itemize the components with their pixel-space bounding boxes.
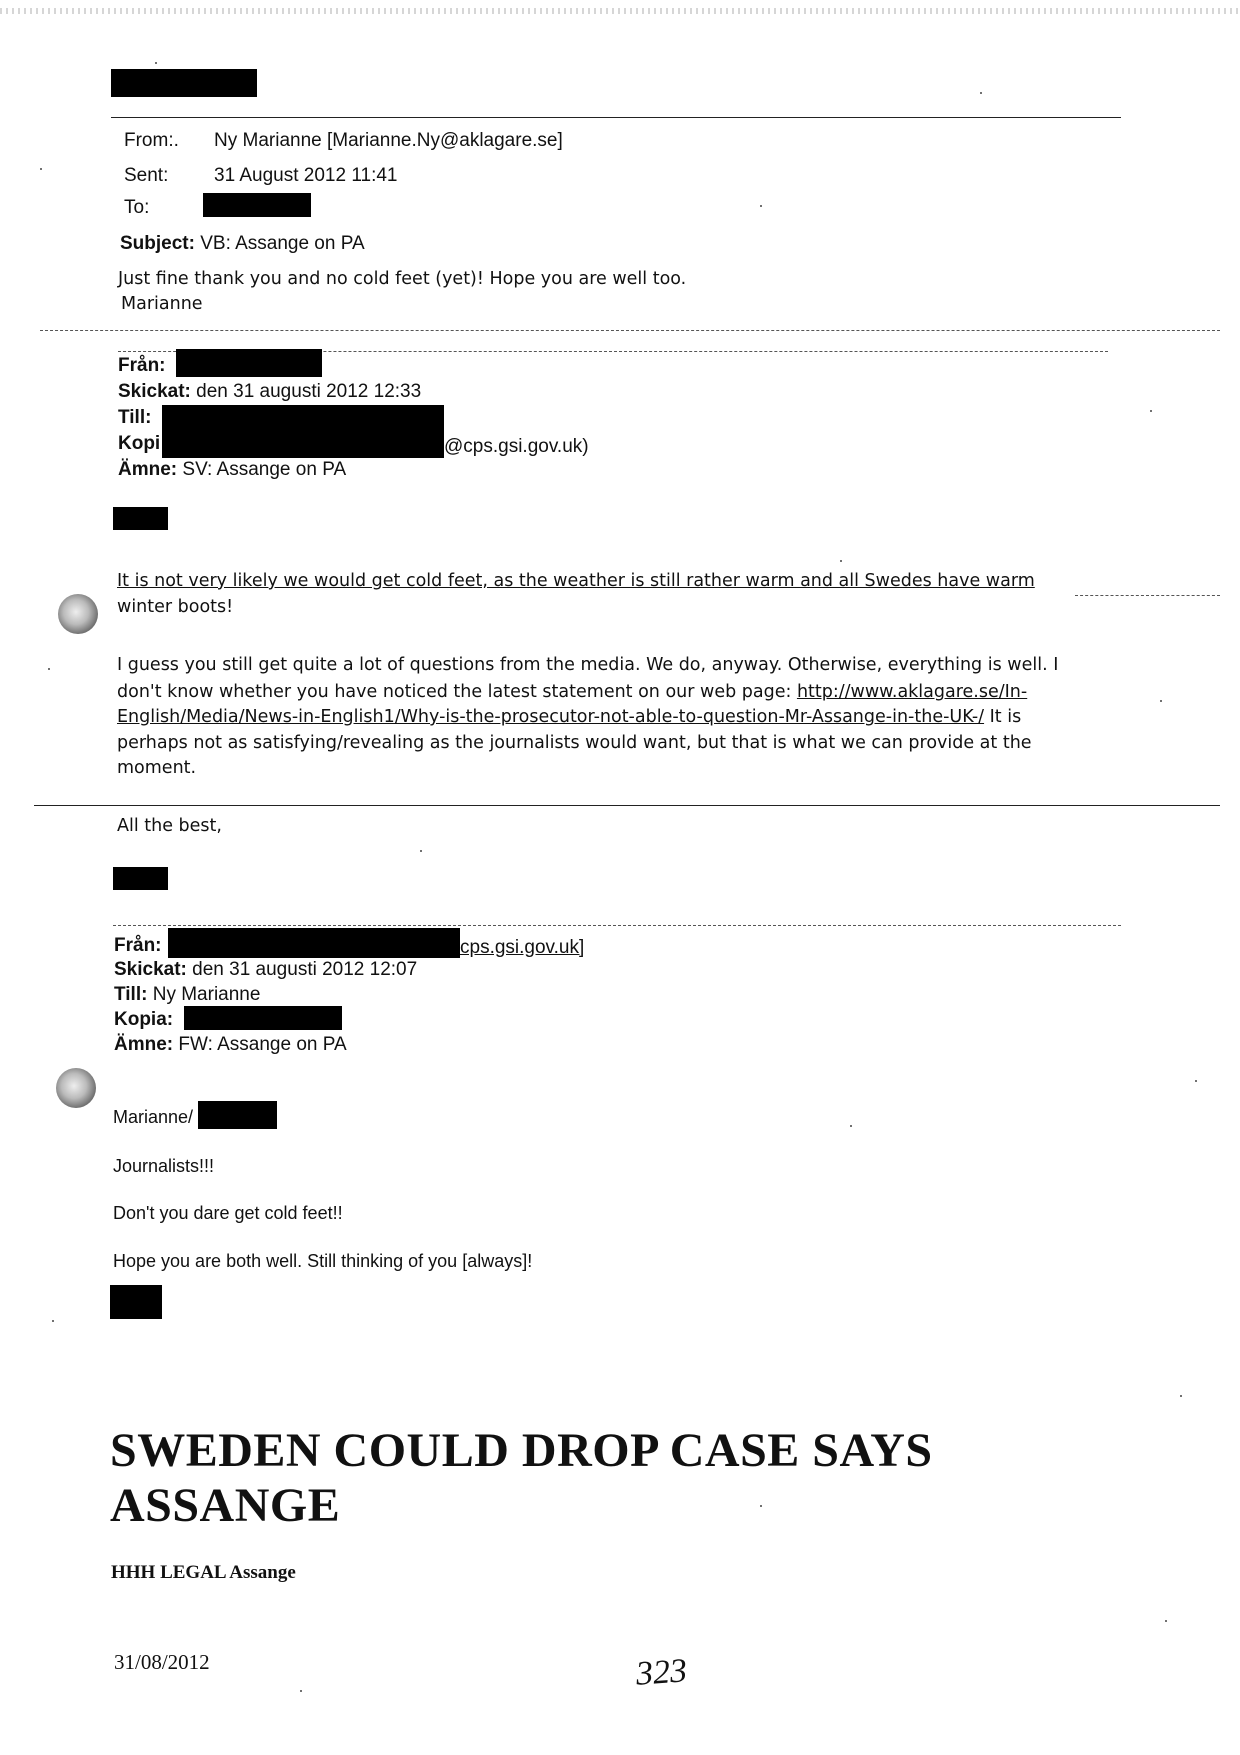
email3-subject-row xyxy=(114,1033,347,1057)
email3-to-value: Ny Marianne xyxy=(152,984,261,1005)
email1-from-value: Ny Marianne [Marianne.Ny@aklagare.se] xyxy=(214,130,563,151)
email2-para2-tail: It is xyxy=(984,707,1022,727)
email1-from-label: From:. xyxy=(124,130,179,151)
separator-rule xyxy=(113,925,1121,926)
scan-speck xyxy=(850,1125,852,1127)
article-byline: HHH LEGAL Assange xyxy=(111,1562,296,1583)
scan-noise xyxy=(0,8,1240,14)
scan-speck xyxy=(760,1505,762,1507)
email2-cc-value: @cps.gsi.gov.uk) xyxy=(444,436,589,457)
email2-para1-line2: winter boots! xyxy=(117,597,234,617)
email1-from-row xyxy=(124,129,563,153)
email3-line3: Hope you are both well. Still thinking of you [always]! xyxy=(113,1251,533,1271)
email3-sent-row xyxy=(114,958,417,982)
email3-to-row xyxy=(114,983,260,1007)
redaction-block xyxy=(184,1006,342,1030)
email2-para2-line4: perhaps not as satisfying/revealing as the journalists would want, but that is what we can provide at the xyxy=(117,733,1032,753)
email2-from-row xyxy=(118,354,166,378)
redaction-block xyxy=(110,1285,162,1319)
scan-speck xyxy=(52,1320,54,1322)
email1-body: Just fine thank you and no cold feet (yet)! Hope you are well too. xyxy=(118,269,687,289)
redaction-block xyxy=(203,193,311,217)
email2-sent-value: den 31 augusti 2012 12:33 xyxy=(196,381,422,402)
redaction-block xyxy=(176,349,322,377)
redaction-block xyxy=(198,1101,277,1129)
article-headline-line2: ASSANGE xyxy=(110,1479,341,1532)
email2-sent-row xyxy=(118,380,421,404)
email2-cc-row xyxy=(118,432,160,456)
scan-speck xyxy=(840,560,842,562)
email2-para2-line2 xyxy=(117,681,1027,704)
header-rule xyxy=(111,117,1121,118)
scan-speck xyxy=(1180,1395,1182,1397)
scan-speck xyxy=(1195,1080,1197,1082)
email1-sent-row xyxy=(124,164,397,188)
punch-hole xyxy=(58,594,98,634)
scan-speck xyxy=(420,850,422,852)
email2-closing: All the best, xyxy=(117,816,222,836)
email2-para2-text: don't know whether you have noticed the latest statement on our web page: xyxy=(117,682,797,702)
email2-sent-label: Skickat: xyxy=(118,381,191,402)
email2-subject-row xyxy=(118,458,346,482)
email2-subject-value: SV: Assange on PA xyxy=(182,459,347,480)
email3-sent-value: den 31 augusti 2012 12:07 xyxy=(192,959,418,980)
punch-hole xyxy=(56,1068,96,1108)
handwritten-page-number: 323 xyxy=(634,1652,689,1693)
email2-para2-line1: I guess you still get quite a lot of questions from the media. We do, anyway. Otherwise, everything is well. I xyxy=(117,655,1059,675)
scan-speck xyxy=(1160,700,1162,702)
email2-para2-line3 xyxy=(117,706,1021,729)
article-date: 31/08/2012 xyxy=(114,1650,210,1674)
separator-rule xyxy=(34,805,1220,806)
redaction-block xyxy=(111,69,257,97)
underline-extension xyxy=(1075,595,1220,596)
email2-subject-label: Ämne: xyxy=(118,459,178,480)
email2-to-row xyxy=(118,406,151,430)
redaction-block xyxy=(162,405,444,458)
email3-line1: Journalists!!! xyxy=(113,1156,215,1176)
separator-rule xyxy=(40,330,1220,331)
email3-to-label: Till: xyxy=(114,984,148,1005)
article-headline-line1: SWEDEN COULD DROP CASE SAYS xyxy=(110,1424,933,1477)
email3-from-label: Från: xyxy=(114,935,162,956)
email3-from-value: cps.gsi.gov.uk] xyxy=(460,937,585,958)
redaction-block xyxy=(113,867,168,890)
email1-subject-value: VB: Assange on PA xyxy=(200,233,365,254)
email1-subject-row xyxy=(120,232,365,256)
scan-speck xyxy=(48,668,50,670)
redaction-block xyxy=(168,928,460,958)
email3-line2: Don't you dare get cold feet!! xyxy=(113,1203,343,1223)
scan-speck xyxy=(760,205,762,207)
email3-subject-label: Ämne: xyxy=(114,1034,174,1055)
scan-speck xyxy=(980,92,982,94)
email2-para2-line5: moment. xyxy=(117,758,197,778)
scan-speck xyxy=(155,62,157,64)
email3-salutation: Marianne/ xyxy=(113,1107,194,1127)
email1-to-row xyxy=(124,196,204,220)
statement-link-part1[interactable]: http://www.aklagare.se/In- xyxy=(796,682,1028,702)
scan-speck xyxy=(300,1690,302,1692)
email1-signature: Marianne xyxy=(121,294,203,314)
redaction-block xyxy=(113,507,168,530)
scan-speck xyxy=(1150,410,1152,412)
email1-sent-value: 31 August 2012 11:41 xyxy=(214,165,398,186)
email3-cc-row xyxy=(114,1008,173,1032)
email3-subject-value: FW: Assange on PA xyxy=(178,1034,347,1055)
email3-from-row xyxy=(114,934,162,958)
email1-sent-label: Sent: xyxy=(124,165,169,186)
statement-link-part2[interactable]: English/Media/News-in-English1/Why-is-the-prosecutor-not-able-to-question-Mr-Assange-in-the-UK-/ xyxy=(117,707,985,727)
email2-para1-line1: It is not very likely we would get cold feet, as the weather is still rather warm and all Swedes have warm xyxy=(117,571,1035,591)
email2-to-label: Till: xyxy=(118,407,152,428)
email2-from-label: Från: xyxy=(118,355,166,376)
email3-sent-label: Skickat: xyxy=(114,959,187,980)
scan-speck xyxy=(40,168,42,170)
email1-subject-label: Subject: xyxy=(120,233,195,254)
email3-cc-label: Kopia: xyxy=(114,1009,174,1030)
scan-speck xyxy=(1165,1620,1167,1622)
email2-cc-label: Kopi xyxy=(118,433,161,454)
email1-to-label: To: xyxy=(124,197,150,218)
